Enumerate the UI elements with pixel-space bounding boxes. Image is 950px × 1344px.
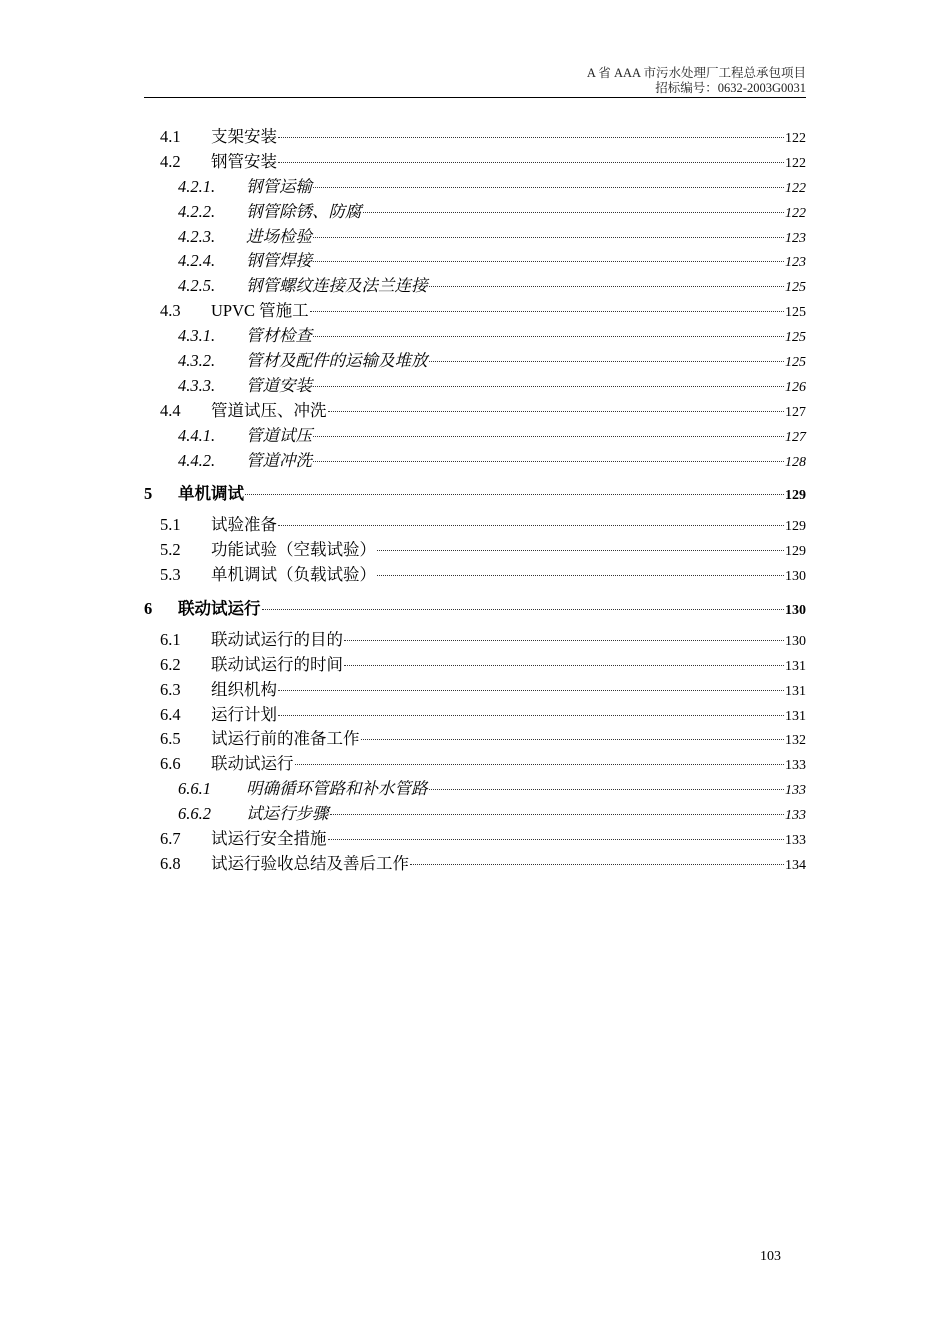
- toc-entry-number: 4.4.1.: [178, 425, 216, 445]
- toc-subsection-entry[interactable]: [144, 226, 806, 251]
- toc-section-entry[interactable]: [144, 629, 806, 654]
- toc-entry-page: 125: [785, 280, 806, 296]
- toc-entry-page: 129: [785, 544, 806, 560]
- toc-dot-leader: [278, 162, 784, 163]
- toc-section-entry[interactable]: [144, 126, 806, 151]
- toc-dot-leader: [429, 286, 785, 287]
- toc-entry-title: 联动试运行的目的: [211, 629, 343, 649]
- toc-entry-number: 4.3.1.: [178, 326, 216, 346]
- toc-entry-page: 125: [785, 305, 806, 321]
- toc-entry-title: 管道试压: [246, 425, 312, 445]
- toc-entry-number: 4.3.3.: [178, 375, 216, 395]
- toc-entry-page: 132: [785, 733, 806, 749]
- toc-entry-number: 4.2.4.: [178, 251, 216, 271]
- toc-entry-title: 管道安装: [246, 375, 312, 395]
- toc-entry-number: 6.6.1: [178, 779, 211, 799]
- toc-chapter-entry[interactable]: [144, 483, 806, 508]
- toc-entry-page: 133: [785, 833, 806, 849]
- toc-dot-leader: [328, 839, 785, 840]
- toc-entry-page: 126: [785, 379, 806, 395]
- toc-dot-leader: [344, 640, 784, 641]
- toc-entry-title: 联动试运行: [178, 599, 261, 619]
- toc-entry-page: 123: [785, 255, 806, 271]
- page-number: 103: [760, 1249, 781, 1264]
- toc-entry-page: 127: [785, 429, 806, 445]
- toc-entry-number: 6.2: [160, 654, 181, 674]
- toc-entry-number: 4.4.2.: [178, 450, 216, 470]
- toc-section-entry[interactable]: [144, 704, 806, 729]
- toc-entry-title: 组织机构: [211, 679, 277, 699]
- toc-entry-title: 试运行步骤: [246, 804, 329, 824]
- toc-dot-leader: [313, 261, 784, 262]
- toc-entry-title: 管道试压、冲洗: [211, 400, 327, 420]
- toc-section-entry[interactable]: [144, 539, 806, 564]
- toc-section-entry[interactable]: [144, 514, 806, 539]
- toc-dot-leader: [278, 137, 784, 138]
- toc-dot-leader: [410, 864, 784, 865]
- toc-entry-number: 4.2.3.: [178, 226, 216, 246]
- toc-entry-title: 单机调试（负载试验）: [211, 565, 376, 585]
- toc-dot-leader: [429, 789, 785, 790]
- toc-section-entry[interactable]: [144, 564, 806, 589]
- toc-dot-leader: [278, 715, 784, 716]
- toc-entry-number: 6: [144, 599, 153, 619]
- toc-entry-number: 5.3: [160, 565, 181, 585]
- toc-entry-page: 129: [785, 519, 806, 535]
- toc-entry-number: 4.2.5.: [178, 276, 216, 296]
- toc-dot-leader: [262, 609, 785, 610]
- toc-entry-page: 127: [785, 404, 806, 420]
- toc-entry-title: 试运行前的准备工作: [211, 729, 360, 749]
- toc-entry-number: 4.4: [160, 400, 181, 420]
- toc-entry-page: 130: [785, 633, 806, 649]
- toc-entry-page: 130: [785, 603, 806, 619]
- toc-subsection-entry[interactable]: [144, 425, 806, 450]
- toc-subsection-entry[interactable]: [144, 325, 806, 350]
- toc-section-entry[interactable]: [144, 300, 806, 325]
- toc-section-entry[interactable]: [144, 828, 806, 853]
- toc-entry-page: 131: [785, 683, 806, 699]
- toc-entry-number: 6.4: [160, 704, 181, 724]
- toc-section-entry[interactable]: [144, 753, 806, 778]
- toc-section-entry[interactable]: [144, 654, 806, 679]
- toc-entry-number: 4.3: [160, 301, 181, 321]
- toc-dot-leader: [330, 814, 785, 815]
- toc-dot-leader: [328, 411, 785, 412]
- toc-subsection-entry[interactable]: [144, 275, 806, 300]
- toc-entry-page: 122: [785, 180, 806, 196]
- toc-entry-number: 6.1: [160, 629, 181, 649]
- toc-entry-title: 钢管螺纹连接及法兰连接: [246, 276, 428, 296]
- toc-entry-number: 6.3: [160, 679, 181, 699]
- toc-dot-leader: [344, 665, 784, 666]
- toc-section-entry[interactable]: [144, 728, 806, 753]
- toc-section-entry[interactable]: [144, 151, 806, 176]
- toc-entry-title: 明确循环管路和补水管路: [246, 779, 428, 799]
- toc-subsection-entry[interactable]: [144, 450, 806, 475]
- toc-entry-number: 5: [144, 484, 153, 504]
- toc-subsection-entry[interactable]: [144, 778, 806, 803]
- toc-entry-title: 管材检查: [246, 326, 312, 346]
- toc-dot-leader: [278, 525, 784, 526]
- toc-dot-leader: [313, 461, 784, 462]
- toc-entry-title: 管材及配件的运输及堆放: [246, 351, 428, 371]
- toc-entry-number: 4.2.2.: [178, 201, 216, 221]
- toc-entry-title: 钢管安装: [211, 151, 277, 171]
- toc-dot-leader: [245, 494, 784, 495]
- toc-dot-leader: [278, 690, 784, 691]
- toc-entry-title: 运行计划: [211, 704, 277, 724]
- page-header: [587, 66, 806, 96]
- toc-dot-leader: [313, 237, 784, 238]
- header-bid-number: 招标编号：0632-2003G0031: [655, 81, 806, 95]
- toc-entry-number: 4.2: [160, 151, 181, 171]
- header-divider: [144, 97, 806, 98]
- toc-section-entry[interactable]: [144, 853, 806, 878]
- toc-entry-title: 钢管焊接: [246, 251, 312, 271]
- toc-entry-title: 联动试运行的时间: [211, 654, 343, 674]
- toc-entry-title: 试运行验收总结及善后工作: [211, 853, 409, 873]
- header-project-title: A 省 AAA 市污水处理厂工程总承包项目: [586, 66, 806, 80]
- toc-entry-page: 134: [785, 857, 806, 873]
- toc-dot-leader: [363, 212, 785, 213]
- table-of-contents: [144, 126, 806, 878]
- toc-entry-page: 125: [785, 330, 806, 346]
- toc-entry-number: 4.1: [160, 127, 181, 146]
- toc-dot-leader: [313, 336, 784, 337]
- toc-entry-title: UPVC 管施工: [211, 301, 309, 321]
- toc-subsection-entry[interactable]: [144, 201, 806, 226]
- toc-subsection-entry[interactable]: [144, 375, 806, 400]
- toc-entry-title: 管道冲洗: [246, 450, 312, 470]
- toc-entry-title: 试验准备: [211, 515, 277, 535]
- toc-entry-page: 133: [785, 758, 806, 774]
- toc-entry-title: 功能试验（空载试验）: [211, 540, 376, 560]
- toc-entry-page: 122: [785, 205, 806, 221]
- toc-entry-title: 支架安装: [211, 127, 277, 146]
- toc-entry-number: 4.3.2.: [178, 351, 216, 371]
- toc-subsection-entry[interactable]: [144, 803, 806, 828]
- toc-dot-leader: [361, 739, 785, 740]
- toc-entry-page: 133: [785, 808, 806, 824]
- toc-entry-number: 6.6: [160, 754, 181, 774]
- toc-subsection-entry[interactable]: [144, 176, 806, 201]
- toc-dot-leader: [313, 436, 784, 437]
- toc-section-entry[interactable]: [144, 400, 806, 425]
- toc-section-entry[interactable]: [144, 679, 806, 704]
- toc-dot-leader: [313, 386, 784, 387]
- toc-entry-page: 133: [785, 783, 806, 799]
- toc-entry-number: 6.8: [160, 853, 181, 873]
- toc-entry-number: 6.5: [160, 729, 181, 749]
- toc-subsection-entry[interactable]: [144, 350, 806, 375]
- toc-entry-page: 125: [785, 355, 806, 371]
- toc-dot-leader: [429, 361, 785, 362]
- toc-dot-leader: [377, 575, 784, 576]
- toc-entry-page: 130: [785, 569, 806, 585]
- toc-entry-page: 128: [785, 454, 806, 470]
- toc-dot-leader: [310, 311, 784, 312]
- toc-entry-title: 试运行安全措施: [211, 829, 327, 849]
- toc-entry-title: 钢管运输: [246, 176, 312, 196]
- toc-entry-title: 钢管除锈、防腐: [246, 201, 362, 221]
- toc-entry-number: 6.6.2: [178, 804, 211, 824]
- toc-entry-number: 5.2: [160, 540, 181, 560]
- toc-entry-number: 4.2.1.: [178, 176, 216, 196]
- toc-dot-leader: [313, 187, 784, 188]
- toc-entry-page: 129: [785, 488, 806, 504]
- toc-entry-number: 5.1: [160, 515, 181, 535]
- toc-subsection-entry[interactable]: [144, 250, 806, 275]
- toc-entry-title: 联动试运行: [211, 754, 294, 774]
- toc-entry-number: 6.7: [160, 829, 181, 849]
- toc-chapter-entry[interactable]: [144, 598, 806, 623]
- toc-entry-page: 123: [785, 230, 806, 246]
- toc-entry-page: 122: [785, 155, 806, 171]
- toc-entry-title: 单机调试: [178, 484, 244, 504]
- toc-entry-page: 122: [785, 131, 806, 146]
- toc-dot-leader: [377, 550, 784, 551]
- toc-entry-title: 进场检验: [246, 226, 312, 246]
- toc-entry-page: 131: [785, 708, 806, 724]
- toc-entry-page: 131: [785, 658, 806, 674]
- toc-dot-leader: [295, 764, 785, 765]
